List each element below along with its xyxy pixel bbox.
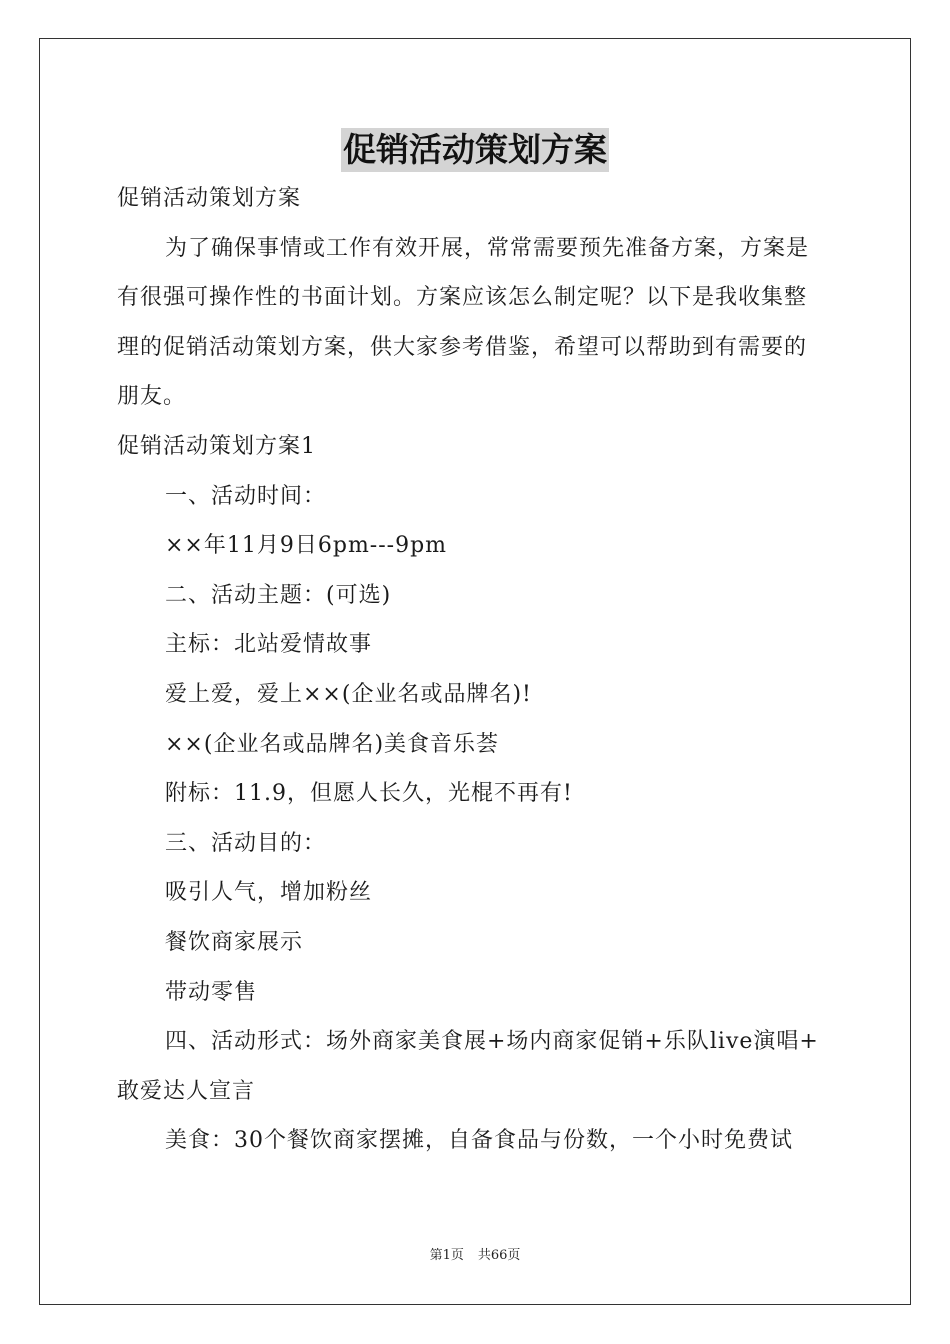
- paragraph-line: 为了确保事情或工作有效开展，常常需要预先准备方案，方案是: [165, 235, 810, 261]
- document-body: [117, 174, 833, 1166]
- item-line: 吸引人气，增加粉丝: [165, 880, 373, 906]
- document-title-text: 促销活动策划方案: [341, 128, 609, 172]
- item-line: ××(企业名或品牌名)美食音乐荟: [165, 731, 500, 757]
- item-line: 餐饮商家展示: [165, 929, 304, 955]
- item-line: ××年11月9日6pm---9pm: [165, 533, 448, 559]
- paragraph-line: 朋友。: [117, 384, 187, 410]
- item-heading: 一、活动时间：: [165, 483, 327, 509]
- page-total: 共66页: [477, 1248, 521, 1263]
- paragraph-line: 有很强可操作性的书面计划。方案应该怎么制定呢？以下是我收集整: [117, 285, 808, 311]
- paragraph-line: 理的促销活动策划方案，供大家参考借鉴，希望可以帮助到有需要的: [117, 334, 808, 360]
- item-heading: 三、活动目的：: [165, 830, 327, 856]
- item-heading: 四、活动形式：场外商家美食展+场内商家促销+乐队live演唱+: [165, 1029, 819, 1055]
- item-line: 爱上爱，爱上××(企业名或品牌名)!: [165, 681, 532, 707]
- item-line: 主标：北站爱情故事: [165, 632, 373, 658]
- section-heading: 促销活动策划方案1: [117, 433, 316, 459]
- item-line: 敢爱达人宣言: [117, 1078, 256, 1104]
- item-line: 附标：11.9，但愿人长久，光棍不再有!: [165, 781, 573, 807]
- page-number: 第1页: [429, 1248, 464, 1263]
- item-heading: 二、活动主题：(可选): [165, 582, 392, 608]
- document-title: [0, 128, 950, 178]
- subtitle-line: 促销活动策划方案: [117, 186, 302, 211]
- item-line: 带动零售: [165, 979, 258, 1005]
- page-footer: [0, 1244, 950, 1263]
- item-line: 美食：30个餐饮商家摆摊，自备食品与份数，一个小时免费试: [165, 1128, 793, 1154]
